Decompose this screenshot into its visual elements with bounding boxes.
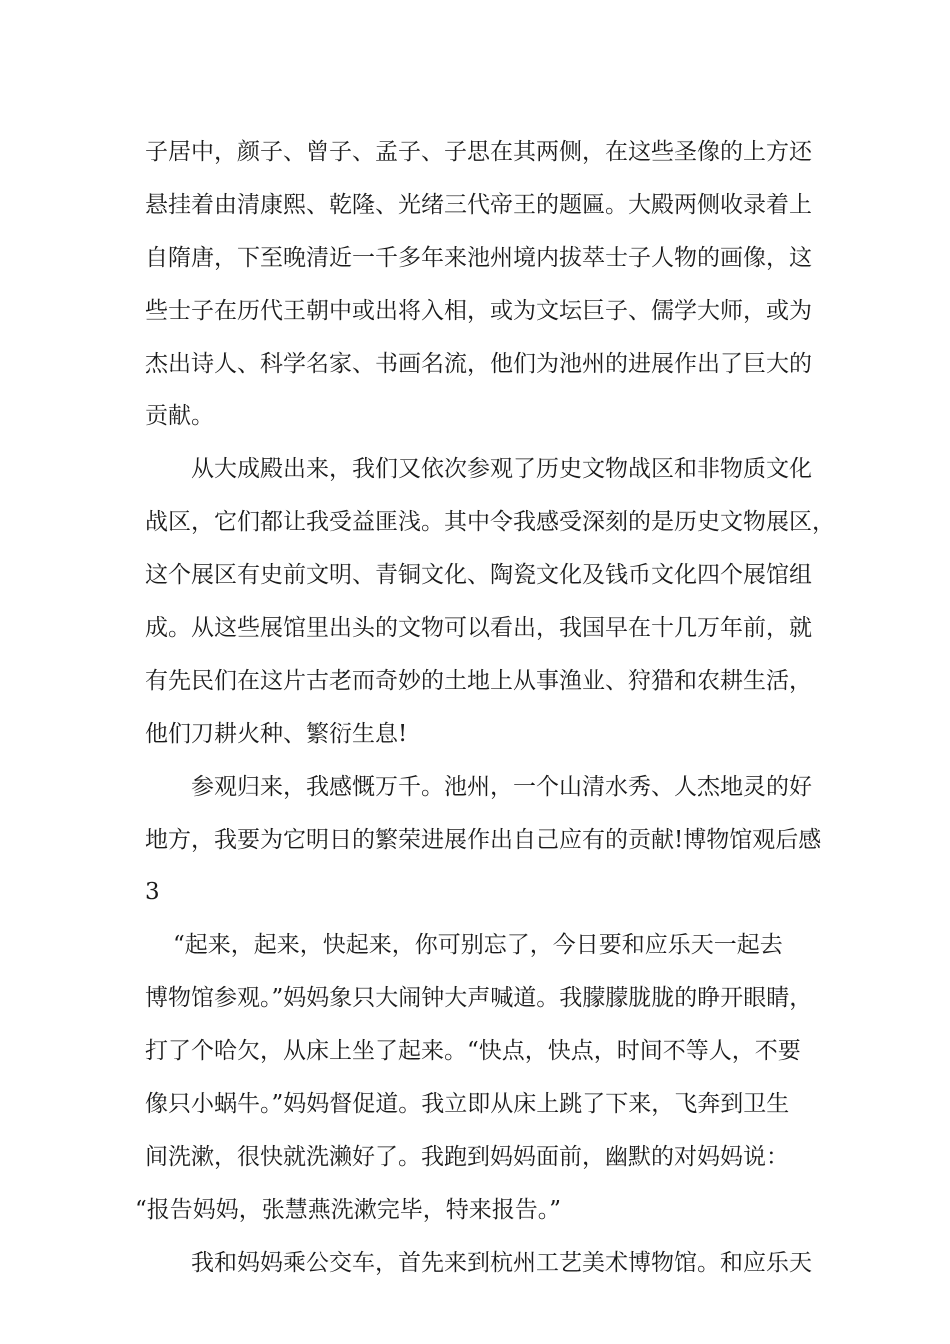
text-line: 悬挂着由清康熙、乾隆、光绪三代帝王的题匾。大殿两侧收录着上 [145, 191, 812, 218]
paragraph-start-line: “起来，起来，快起来，你可别忘了，今日要和应乐天一起去 [173, 932, 783, 959]
paragraph-start-line: 我和妈妈乘公交车，首先来到杭州工艺美术博物馆。和应乐天 [191, 1249, 812, 1276]
paragraph-start-line: 参观归来，我感慨万千。池州，一个山清水秀、人杰地灵的好 [191, 773, 812, 800]
text-line: 打了个哈欠，从床上坐了起来。“快点，快点，时间不等人，不要 [145, 1038, 801, 1065]
text-line: 成。从这些展馆里出头的文物可以看出，我国早在十几万年前，就 [145, 615, 812, 642]
text-line: “报告妈妈，张慧燕洗漱完毕，特来报告。” [135, 1196, 562, 1223]
text-line: 像只小蜗牛。”妈妈督促道。我立即从床上跳了下来，飞奔到卫生 [145, 1091, 790, 1118]
text-line: 自隋唐，下至晚清近一千多年来池州境内拔萃士子人物的画像，这 [145, 244, 812, 271]
text-line: 博物馆参观。”妈妈象只大闹钟大声喊道。我朦朦胧胧的睁开眼睛， [145, 985, 813, 1012]
text-line: 子居中，颜子、曾子、孟子、子思在其两侧，在这些圣像的上方还 [145, 139, 812, 165]
text-line: 间洗漱，很快就洗濑好了。我跑到妈妈面前，幽默的对妈妈说： [145, 1143, 789, 1170]
text-line: 他们刀耕火种、繁衍生息! [145, 720, 408, 747]
text-line: 地方，我要为它明日的繁荣进展作出自己应有的贡献!博物馆观后感 [145, 826, 822, 853]
text-line: 这个展区有史前文明、青铜文化、陶瓷文化及钱币文化四个展馆组 [145, 562, 812, 589]
text-line: 杰出诗人、科学名家、书画名流，他们为池州的进展作出了巨大的 [145, 350, 812, 377]
text-line: 有先民们在这片古老而奇妙的土地上从事渔业、狩猎和农耕生活， [145, 667, 812, 694]
text-line: 3 [145, 879, 160, 906]
text-line: 些士子在历代王朝中或出将入相，或为文坛巨子、儒学大师，或为 [145, 297, 812, 324]
text-line: 战区，它们都让我受益匪浅。其中令我感受深刻的是历史文物展区， [145, 509, 835, 536]
paragraph-start-line: 从大成殿出来，我们又依次参观了历史文物战区和非物质文化 [191, 456, 812, 483]
text-line: 贡献。 [145, 403, 214, 430]
body-text [135, 126, 835, 1290]
